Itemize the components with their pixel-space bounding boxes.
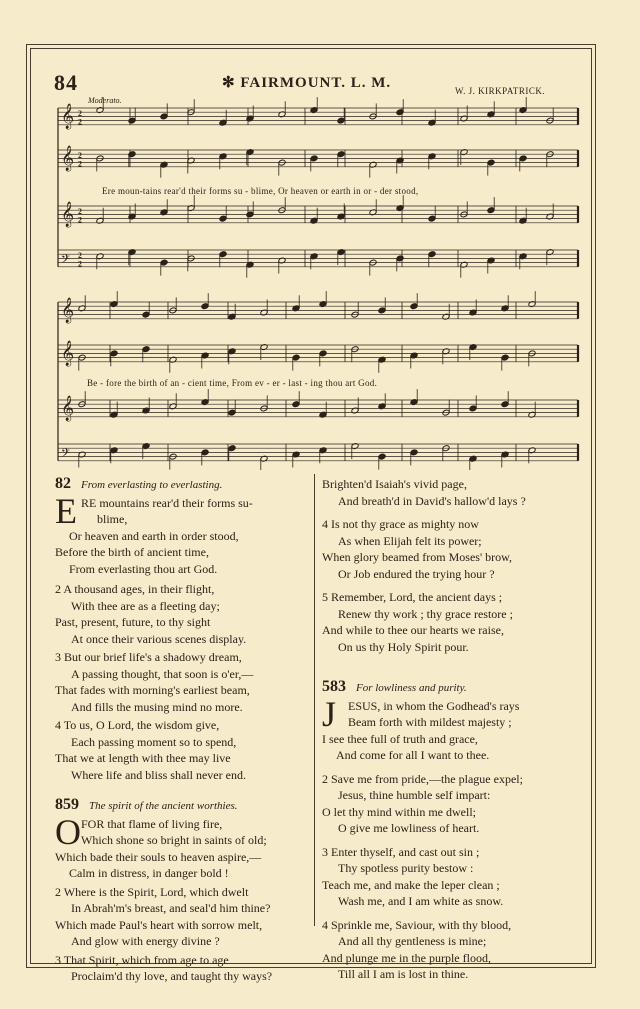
verse-line: From everlasting thou art God. [69,561,218,576]
hymn-caption: For lowliness and purity. [356,682,467,694]
treble-clef-icon: 𝄞 [61,396,75,422]
hymn-583-stanza-2 [322,771,580,837]
hymn-859-stanza-5 [322,589,580,655]
hymn-82-stanza-3 [55,649,303,715]
time-signature: 2 [78,259,82,269]
verse-line: And glow with energy divine ? [71,934,220,948]
verse-line: With thee are as a fleeting day; [71,598,220,613]
page-number: 84 [54,70,78,95]
verse-line: Before the birth of ancient time, [55,545,209,559]
hymn-number: 859 [55,796,79,813]
time-signature: 2 [78,108,82,118]
verse-line: Which bade their souls to heaven aspire,— [55,849,262,864]
verse-line: At once their various scenes display. [71,631,247,646]
verse-line: blime, [97,512,128,526]
hymn-859-continued-stanza-3 [322,476,580,509]
verse-line: 3 But our brief life's a shadowy dream, [55,650,242,664]
verse-line: And all thy gentleness is mine; [338,934,487,948]
hymn-82-header [55,476,303,494]
music-score [0,0,640,470]
verse-line: ESUS, in whom the Godhead's rays [348,698,520,713]
hymn-583-stanza-4 [322,917,580,983]
drop-cap: E [55,490,77,531]
hymn-caption: From everlasting to everlasting. [81,479,223,491]
verse-line: And breath'd in David's hallow'd lays ? [338,493,526,508]
verse-line: When glory beamed from Moses' brow, [322,550,513,564]
verse-line: That we at length with thee may live [55,751,231,765]
treble-clef-icon: 𝄞 [61,341,75,367]
time-signature: 2 [78,250,82,260]
verse-line: Teach me, and make the leper clean ; [322,877,500,892]
verse-line: Or Job endured the trying hour ? [338,566,495,581]
verse-line: And plunge me in the purple flood, [322,950,491,965]
verse-line: On us thy Holy Spirit pour. [338,639,469,654]
column-divider [314,474,315,926]
verse-line: O let thy mind within me dwell; [322,804,476,819]
hymn-859-stanza-1 [55,811,303,882]
verse-line: Proclaim'd thy love, and taught thy ways? [71,969,273,983]
drop-cap: J [322,693,337,734]
verse-line: Where life and bliss shall never end. [71,767,246,782]
composer-credit: W. J. KIRKPATRICK. [455,86,546,96]
verse-line: As when Elijah felt its power; [338,533,482,548]
verse-line: Beam forth with mildest majesty ; [348,715,512,729]
verse-line: Thy spotless purity bestow : [338,861,474,875]
verse-line: 2 Save me from pride,—the plague expel; [322,771,523,786]
lyric-line-2: Be - fore the birth of an - cient time, From ev - er - last - ing thou art God. [87,378,378,388]
verse-line: I see thee full of truth and grace, [322,731,478,746]
right-column [322,476,580,983]
bass-clef-icon: 𝄢 [61,253,71,270]
verse-line: Jesus, thine humble self impart: [338,788,491,802]
verse-line: Calm in distress, in danger bold ! [69,866,229,880]
verse-line: 2 Where is the Spirit, Lord, which dwelt [55,884,249,899]
verse-line: RE mountains rear'd their forms su- [81,495,253,510]
verse-line: And come for all I want to thee. [336,748,490,762]
verse-line: That fades with morning's earliest beam, [55,683,250,697]
verse-line: Brighten'd Isaiah's vivid page, [322,477,467,491]
tempo-marking: Moderato. [88,96,122,105]
verse-line: Renew thy work ; thy grace restore ; [338,606,513,621]
verse-line: In Abrah'm's breast, and seal'd him thine? [71,901,271,915]
hymn-82-stanza-4 [55,717,303,783]
treble-clef-icon: 𝄞 [61,298,75,324]
hymn-859-stanza-2 [55,884,303,950]
verse-line: Which shone so bright in saints of old; [81,833,267,847]
time-signature: 2 [78,206,82,216]
verse-line: Wash me, and I am white as snow. [338,894,504,908]
verse-line: And while to thee our hearts we raise, [322,623,504,637]
hymn-number: 82 [55,475,71,492]
hymn-583-stanza-1 [322,693,580,764]
time-signature: 2 [78,150,82,160]
hymn-859-stanza-3 [55,952,303,985]
hymn-583-header [322,679,580,697]
verse-line: Which made Paul's heart with sorrow melt, [55,917,263,932]
hymn-caption: The spirit of the ancient worthies. [89,800,238,812]
drop-cap: O [55,811,81,852]
verse-line: Past, present, future, to thy sight [55,615,211,629]
tune-title: ✻ FAIRMOUNT. L. M. [222,75,392,91]
verse-line: 4 Sprinkle me, Saviour, with thy blood, [322,917,512,932]
hymn-583-stanza-3 [322,844,580,910]
time-signature: 2 [78,117,82,127]
verse-line: 3 That Spirit, which from age to age [55,952,229,967]
verse-line: 3 Enter thyself, and cast out sin ; [322,844,480,859]
hymn-82-stanza-2 [55,581,303,647]
hymn-859-stanza-4 [322,516,580,582]
verse-line: A passing thought, that soon is o'er,— [71,666,254,681]
hymn-82-stanza-1 [55,490,303,578]
time-signature: 2 [78,159,82,169]
treble-clef-icon: 𝄞 [61,146,75,172]
treble-clef-icon: 𝄞 [61,202,75,228]
left-column [55,476,303,985]
verse-line: And fills the musing mind no more. [71,699,243,714]
verse-line: Or heaven and earth in order stood, [69,528,239,543]
verse-line: Each passing moment so to spend, [71,734,237,749]
lyric-line-1: Ere moun-tains rear'd their forms su - blime, Or heaven or earth in or - der stood, [102,186,419,196]
verse-line: 5 Remember, Lord, the ancient days ; [322,590,503,604]
verse-line: 2 A thousand ages, in their flight, [55,582,215,596]
bass-clef-icon: 𝄢 [61,447,71,464]
verse-line: FOR that flame of living fire, [81,816,223,831]
time-signature: 2 [78,215,82,225]
treble-clef-icon: 𝄞 [61,104,75,130]
verse-line: 4 To us, O Lord, the wisdom give, [55,718,220,732]
hymn-number: 583 [322,678,346,695]
hymn-859-header [55,797,303,815]
verse-line: 4 Is not thy grace as mighty now [322,517,479,531]
verse-line: Till all I am is lost in thine. [338,967,469,981]
verse-line: O give me lowliness of heart. [338,821,480,835]
